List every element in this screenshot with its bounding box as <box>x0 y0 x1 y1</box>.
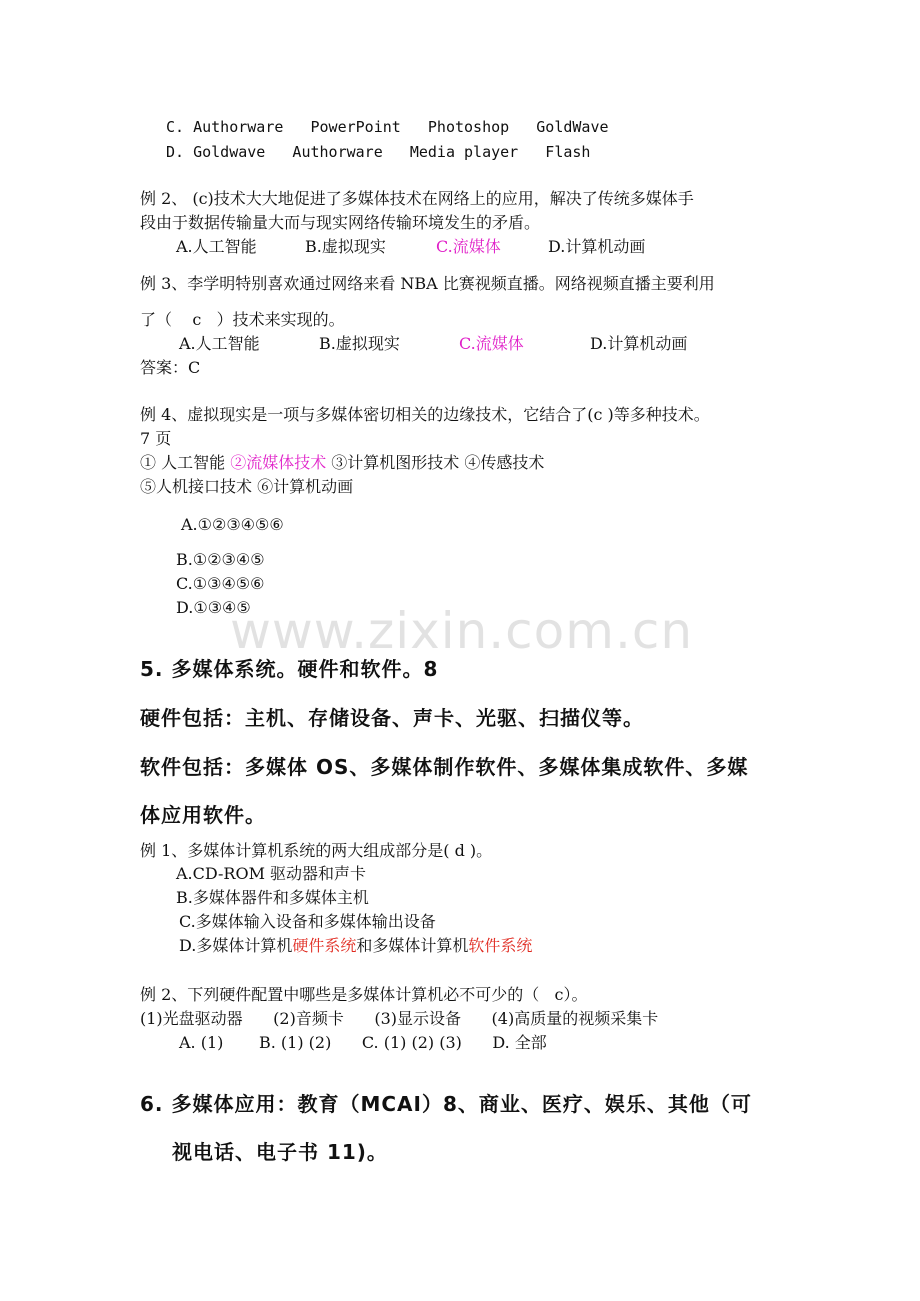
ex2-option-b: B.虚拟现实 <box>305 237 386 256</box>
s5ex1-option-d <box>179 935 532 957</box>
ex2-option-d: D.计算机动画 <box>548 237 646 256</box>
section5-title: 5. 多媒体系统。硬件和软件。8 <box>140 657 439 681</box>
section5-hardware: 硬件包括：主机、存储设备、声卡、光驱、扫描仪等。 <box>140 706 644 730</box>
ex2-question-line2: 段由于数据传输量大而与现实网络传输环境发生的矛盾。 <box>140 213 541 232</box>
option-d: D. Goldwave Authorware Media player Flash <box>166 143 591 161</box>
ex3-option-a: A.人工智能 <box>179 334 260 353</box>
ex4-option-a: A.①②③④⑤⑥ <box>181 515 284 534</box>
section5-software-line1: 软件包括：多媒体 OS、多媒体制作软件、多媒体集成软件、多媒 <box>140 755 749 779</box>
option-c: C. Authorware PowerPoint Photoshop GoldWave <box>166 118 609 136</box>
ex4-items-line2: ⑤人机接口技术 ⑥计算机动画 <box>140 477 354 496</box>
ex4-items-3-4: ③计算机图形技术 ④传感技术 <box>326 453 545 472</box>
section6-line2: 视电话、电子书 11)。 <box>172 1140 388 1164</box>
ex3-question-line1: 例 3、李学明特别喜欢通过网络来看 NBA 比赛视频直播。网络视频直播主要利用 <box>140 274 715 293</box>
ex4-page-ref: 7 页 <box>140 429 172 448</box>
section5-software-line2: 体应用软件。 <box>140 803 266 827</box>
ex4-items-line1 <box>140 452 544 474</box>
ex4-option-b: B.①②③④⑤ <box>176 550 265 569</box>
s5ex1-option-d-software-highlighted: 软件系统 <box>468 936 533 955</box>
ex2-option-a: A.人工智能 <box>176 237 257 256</box>
ex3-option-c-highlighted: C.流媒体 <box>459 334 524 353</box>
s5ex1-option-c: C.多媒体输入设备和多媒体输出设备 <box>179 912 436 931</box>
ex3-question-line2: 了（ c ）技术来实现的。 <box>140 310 345 329</box>
ex4-option-d: D.①③④⑤ <box>176 598 251 617</box>
s5ex1-option-d-hardware-highlighted: 硬件系统 <box>292 936 357 955</box>
s5ex2-items: (1)光盘驱动器 (2)音频卡 (3)显示设备 (4)高质量的视频采集卡 <box>140 1009 659 1028</box>
s5ex1-option-a: A.CD-ROM 驱动器和声卡 <box>176 864 367 883</box>
ex3-option-d: D.计算机动画 <box>590 334 688 353</box>
ex3-option-b: B.虚拟现实 <box>319 334 400 353</box>
section6-line1: 6. 多媒体应用：教育（MCAI）8、商业、医疗、娱乐、其他（可 <box>140 1092 752 1116</box>
s5ex1-option-d-part3: 和多媒体计算机 <box>356 936 469 955</box>
s5ex2-options: A. (1) B. (1) (2) C. (1) (2) (3) D. 全部 <box>179 1033 547 1052</box>
s5ex1-option-d-part1: D.多媒体计算机 <box>179 936 293 955</box>
s5ex1-question: 例 1、多媒体计算机系统的两大组成部分是( d )。 <box>140 841 493 860</box>
ex2-question-line1: 例 2、 (c)技术大大地促进了多媒体技术在网络上的应用，解决了传统多媒体手 <box>140 189 694 208</box>
s5ex1-option-b: B.多媒体器件和多媒体主机 <box>176 888 369 907</box>
s5ex2-question: 例 2、下列硬件配置中哪些是多媒体计算机必不可少的（ c）。 <box>140 985 588 1004</box>
ex4-item-1: ① 人工智能 <box>140 453 231 472</box>
ex4-question-line1: 例 4、虚拟现实是一项与多媒体密切相关的边缘技术，它结合了(c )等多种技术。 <box>140 405 710 424</box>
watermark: www.zixin.com.cn <box>230 602 694 660</box>
ex2-option-c-highlighted: C.流媒体 <box>436 237 501 256</box>
ex4-item-2-highlighted: ②流媒体技术 <box>230 453 327 472</box>
ex4-option-c: C.①③④⑤⑥ <box>176 574 265 593</box>
ex3-answer: 答案：C <box>140 358 201 377</box>
